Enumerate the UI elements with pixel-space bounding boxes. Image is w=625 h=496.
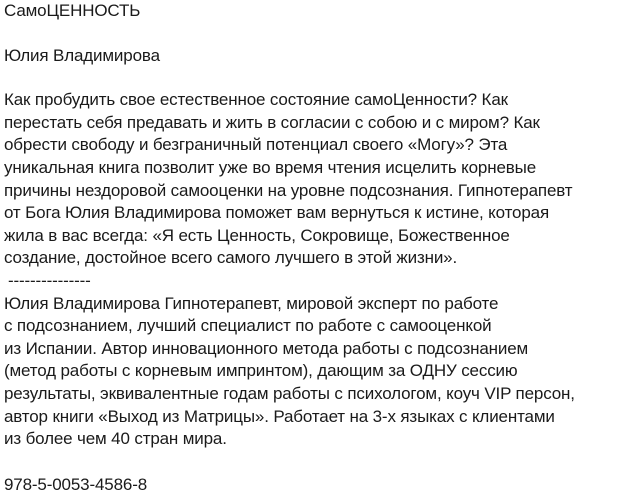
bio-line: из Испании. Автор инновационного метода работы с подсознанием [4, 338, 529, 358]
isbn: 978-5-0053-4586-8 [4, 474, 148, 494]
book-author: Юлия Владимирова [4, 45, 160, 65]
annotation-line: причины нездоровой самооценки на уровне подсознания. Гипнотерапевт [4, 180, 573, 200]
annotation-line: уникальная книга позволит уже во время чтения исцелить корневые [4, 157, 537, 177]
bio-line: автор книги «Выход из Матрицы». Работает на 3-х языках с клиентами [4, 406, 555, 426]
bio-line: из более чем 40 стран мира. [4, 429, 227, 449]
book-annotation [4, 89, 622, 270]
section-divider: --------------- [8, 270, 91, 290]
annotation-line: жила в вас всегда: «Я есть Ценность, Сокровище, Божественное [4, 225, 510, 245]
bio-line: с подсознанием, лучший специалист по работе с самооценкой [4, 316, 492, 336]
annotation-line: Как пробудить свое естественное состояние самоЦенности? Как [4, 90, 508, 110]
bio-line: Юлия Владимирова Гипнотерапевт, мировой эксперт по работе [4, 293, 499, 313]
book-title: СамоЦЕННОСТЬ [4, 1, 141, 20]
annotation-line: перестать себя предавать и жить в согласии с собою и с миром? Как [4, 112, 540, 132]
annotation-line: от Бога Юлия Владимирова поможет вам вернуться к истине, которая [4, 203, 550, 223]
annotation-line: создание, достойное всего самого лучшего в этой жизни». [4, 248, 458, 268]
book-description-page [4, 0, 622, 496]
annotation-line: обрести свободу и безграничный потенциал своего «Могу»? Эта [4, 135, 508, 155]
author-bio [4, 293, 622, 451]
bio-line: (метод работы с корневым импринтом), дающим за ОДНУ сессию [4, 361, 518, 381]
bio-line: результаты, эквивалентные годам работы с психологом, коуч VIP персон, [4, 383, 575, 403]
